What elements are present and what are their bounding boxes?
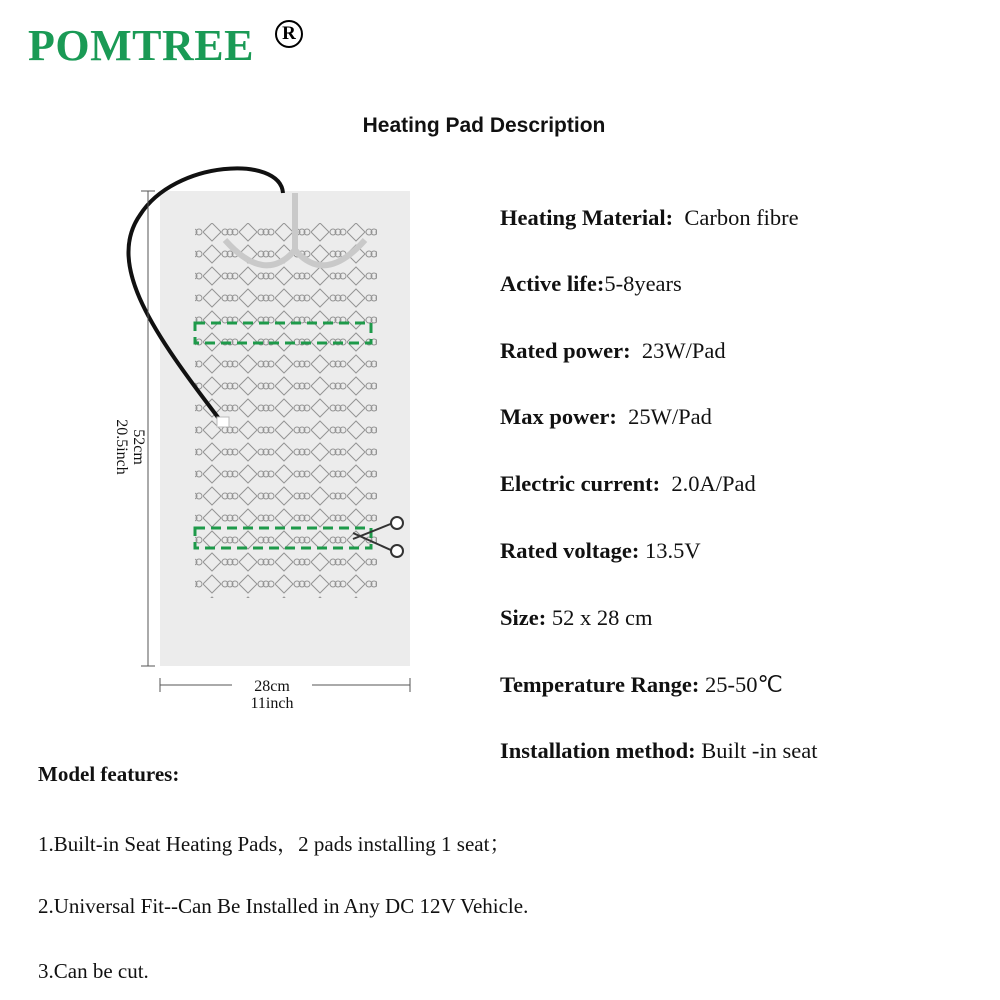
width-inch: 11inch xyxy=(250,695,294,712)
height-inch: 20.5inch xyxy=(113,419,130,475)
spec-active-life: Active life:5-8years xyxy=(500,271,682,296)
spec-size: Size: 52 x 28 cm xyxy=(500,605,653,630)
feature-item: 1.Built-in Seat Heating Pads，2 pads installing 1 seat； xyxy=(38,832,511,856)
width-label xyxy=(232,678,312,712)
registered-mark: R xyxy=(275,20,303,48)
spec-installation-method: Installation method: Built -in seat xyxy=(500,738,818,763)
height-label xyxy=(113,407,147,487)
width-cm: 28cm xyxy=(232,678,312,695)
spec-rated-power: Rated power: 23W/Pad xyxy=(500,338,726,363)
brand-logo: POMTREE xyxy=(28,21,254,70)
spec-max-power: Max power: 25W/Pad xyxy=(500,404,712,429)
spec-heating-material: Heating Material: Carbon fibre xyxy=(500,205,799,230)
carbon-fibre-pattern xyxy=(195,223,377,598)
height-cm: 52cm xyxy=(130,429,147,465)
spec-rated-voltage: Rated voltage: 13.5V xyxy=(500,538,701,563)
features-heading: Model features: xyxy=(38,762,180,786)
spec-temperature-range: Temperature Range: 25-50℃ xyxy=(500,672,783,697)
page-title: Heating Pad Description xyxy=(362,114,606,137)
feature-item: 3.Can be cut. xyxy=(38,959,149,983)
feature-item: 2.Universal Fit--Can Be Installed in Any DC 12V Vehicle. xyxy=(38,894,529,918)
spec-electric-current: Electric current: 2.0A/Pad xyxy=(500,471,756,496)
